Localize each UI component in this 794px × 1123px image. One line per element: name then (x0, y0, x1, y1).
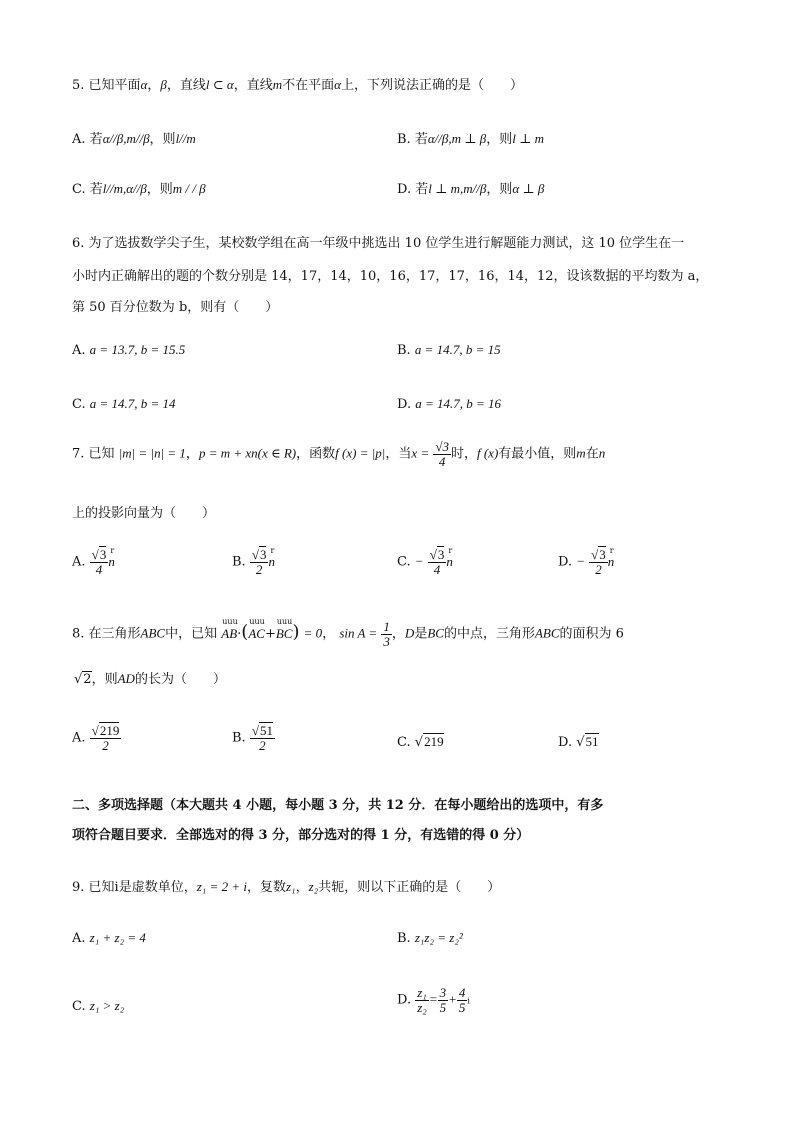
q7-option-b[interactable] (232, 545, 275, 577)
option-var: n (108, 553, 115, 569)
q8-line2 (74, 668, 226, 687)
q9-z1: z₁ (286, 879, 296, 894)
frac-num: z₁ (417, 985, 427, 1000)
option-tail: i (467, 996, 470, 1006)
frac-num: 1 (383, 619, 390, 634)
q7-fx: f (x) (476, 445, 499, 461)
q8-bc: BC (427, 625, 444, 641)
option-key: D. (558, 735, 573, 750)
option-fraction (90, 724, 122, 752)
option-key: A. (72, 343, 86, 358)
q8-dot: · (237, 626, 242, 642)
q8-two: 2 (83, 672, 92, 687)
q9-stem (72, 876, 500, 895)
frac-num: 3 (99, 547, 107, 562)
q7-line2: 上的投影向量为（ ） (72, 506, 216, 521)
q7-option-d[interactable] (558, 545, 615, 577)
q8-vector-bc (275, 616, 293, 642)
frac-num: 3 (437, 547, 445, 562)
frac-den: 2 (255, 561, 263, 577)
option-mid: ，则 (486, 132, 513, 147)
q8-mid2: ， (391, 626, 405, 642)
option-math: α//β,m ⊥ β (427, 131, 487, 146)
option-result: m / / β (172, 181, 206, 196)
option-key: A. (72, 554, 86, 570)
option-key: C. (397, 554, 411, 570)
frac-den: 5 (458, 999, 466, 1015)
q9-mid3: 共轭，则以下正确的是（ ） (318, 880, 501, 895)
q5-stem-e: 上，下列说法正确的是（ ） (340, 78, 523, 93)
option-value: 51 (585, 734, 599, 749)
q6-line2: 小时内正确解出的题的个数分别是 14，17，14，10，16，17，17，16，14，12，设该数据的平均数为 a， (72, 269, 709, 284)
option-math: l ⊥ m,m//β (428, 181, 487, 196)
radical-icon: √ (251, 547, 259, 562)
option-fraction-1 (438, 986, 449, 1014)
frac-den: 4 (433, 561, 441, 577)
option-math: z₁z₂ = z₂² (414, 930, 463, 945)
frac-den: 3 (383, 633, 390, 649)
q5-sep: ， (147, 78, 161, 93)
option-pre: 若 (414, 132, 428, 147)
vector-arrow-icon: r (270, 545, 275, 555)
option-key: B. (397, 931, 411, 946)
option-sign: − (576, 553, 586, 569)
option-fraction (90, 548, 109, 576)
option-math: a = 13.7, b = 15.5 (89, 342, 186, 357)
frac-num: 3 (439, 985, 447, 1000)
q9-option-b[interactable] (397, 930, 463, 946)
q8-sin: sin A = (339, 625, 378, 641)
vector-n (607, 545, 615, 570)
option-key: C. (72, 397, 86, 412)
option-key: B. (397, 132, 411, 147)
q5-stem (72, 74, 523, 93)
q5-beta: β (160, 77, 167, 92)
frac-den: 5 (439, 999, 447, 1015)
q8-mid7: 的长为（ ） (134, 672, 226, 687)
section2-line1: 二、多项选择题（本大题共 4 小题，每小题 3 分，共 12 分．在每小题给出的选项中，有多 (72, 798, 604, 813)
q7-mid1: ，函数 (296, 446, 336, 462)
q5-option-b[interactable] (397, 128, 544, 147)
radical-icon: √ (414, 735, 424, 750)
q7-mid5: 在 (585, 446, 599, 462)
q5-alpha2: α (334, 77, 341, 92)
q8-ab: AB (221, 625, 238, 641)
q5-option-d[interactable] (397, 178, 544, 197)
q6-option-d[interactable] (397, 396, 501, 412)
option-plus: + (448, 991, 457, 1007)
q7-m: m (576, 445, 586, 461)
option-math: a = 14.7, b = 15 (414, 342, 501, 357)
q9-i: i (114, 880, 119, 895)
q7-func: f (x) = |p| (335, 445, 386, 461)
q7-n: n (598, 445, 606, 461)
vector-arrow-icon: uuu (276, 616, 293, 626)
vector-arrow-icon: r (448, 545, 453, 555)
q6-line1: 6. 为了选拔数学尖子生，某校数学组在高一年级中挑选出 10 位学生进行解题能力测试，这 10 位学生在一 (72, 236, 685, 251)
option-fraction (250, 724, 275, 752)
q7-mid2: ，当 (385, 446, 412, 462)
option-key: B. (232, 554, 246, 570)
option-var: n (446, 553, 453, 569)
option-mid: ，则 (149, 132, 176, 147)
option-key: D. (397, 182, 412, 197)
q9-pre: 9. 已知 (72, 880, 115, 895)
q7-pre: 7. 已知 (72, 446, 115, 462)
q9-z2: z₂ (308, 879, 319, 894)
vector-n (268, 545, 275, 570)
vector-arrow-icon: uuu (222, 616, 238, 626)
radical-icon: √ (91, 723, 99, 738)
option-pre: 若 (415, 182, 429, 197)
vector-arrow-icon: r (609, 545, 614, 555)
q8-abc2: ABC (534, 625, 560, 641)
q8-mid3: 是 (414, 626, 428, 642)
q8-ad: AD (117, 671, 135, 686)
q8-vector-ac (248, 616, 265, 642)
q8-vector-ab (221, 616, 238, 642)
q8-abc: ABC (140, 625, 166, 641)
frac-den: z₂ (417, 999, 427, 1015)
option-key: A. (72, 931, 86, 946)
option-key: A. (72, 132, 86, 147)
q7-fraction (433, 440, 451, 468)
option-key: D. (558, 554, 573, 570)
q9-sep: ， (295, 880, 309, 895)
option-key: C. (72, 999, 86, 1014)
q5-m: m (272, 77, 283, 92)
option-fraction (428, 548, 447, 576)
section2-line2: 项符合题目要求．全部选对的得 3 分，部分选对的得 1 分，有选错的得 0 分） (72, 828, 530, 843)
option-mid: ，则 (146, 182, 173, 197)
option-fraction (589, 548, 608, 576)
q6-option-a[interactable] (72, 342, 185, 358)
option-math: z₁ + z₂ = 4 (89, 930, 146, 945)
frac-den: 2 (595, 561, 602, 577)
option-key: D. (397, 992, 412, 1008)
option-math: z₁ > z₂ (89, 998, 125, 1013)
option-pre: 若 (89, 182, 103, 197)
option-key: C. (397, 735, 411, 750)
q5-stem-c: ，直线 (233, 78, 273, 93)
option-math: l//m,α//β (102, 181, 147, 196)
q8-stem: 8. 在三角形ABC中，已知 uuu AB·( uuu AC+ uuu BC) = 0， sin A = $\frac{1}{3}$ ，D是BC的中点，三角形ABC的面积为 6 (72, 616, 624, 649)
q7-frac-num: √3 (435, 439, 449, 454)
q9-mid1: 是虚数单位， (118, 880, 197, 895)
option-math: α//β,m//β (102, 131, 150, 146)
q8-option-b[interactable] (232, 724, 275, 752)
option-mid: ，则 (486, 182, 513, 197)
q8-option-d[interactable] (558, 734, 599, 750)
q9-z1eq: z₁ = 2 + i (196, 879, 247, 894)
radical-icon: √ (591, 547, 599, 562)
vector-n (446, 545, 453, 570)
q8-pre: 8. 在三角形 (72, 626, 141, 642)
option-sign: − (414, 553, 424, 569)
q6-option-c[interactable] (72, 396, 176, 412)
vector-n (108, 545, 115, 570)
frac-num: 4 (458, 985, 466, 1000)
option-key: C. (72, 182, 86, 197)
option-result: l//m (175, 131, 196, 146)
option-result: l ⊥ m (512, 131, 544, 146)
q8-eq0: = 0 (303, 625, 323, 641)
option-value: 219 (424, 734, 444, 749)
radical-icon: √ (429, 547, 437, 562)
frac-num: 3 (599, 547, 606, 562)
radical-icon: √ (251, 723, 259, 738)
option-var: n (268, 553, 275, 569)
q7-sep: ， (185, 446, 199, 462)
q5-stem-b: ，直线 (166, 78, 206, 93)
q7-frac-den: 4 (438, 453, 446, 469)
q7-stem (72, 440, 605, 468)
q5-option-a[interactable] (72, 128, 196, 147)
q9-option-c[interactable] (72, 998, 124, 1014)
option-pre: 若 (89, 132, 103, 147)
q7-option-c[interactable] (397, 545, 453, 577)
option-key: A. (72, 730, 86, 746)
option-math: a = 14.7, b = 14 (89, 396, 176, 411)
radical-icon: √ (74, 672, 83, 687)
q9-mid2: ，复数 (246, 880, 286, 895)
option-key: D. (397, 397, 412, 412)
q5-stem-d: 不在平面 (282, 78, 335, 93)
q8-mid1: 中，已知 (165, 626, 218, 642)
vector-arrow-icon: r (110, 545, 115, 555)
q9-option-a[interactable] (72, 930, 146, 946)
q6-option-b[interactable] (397, 342, 501, 358)
q8-mid6: ，则 (91, 672, 118, 687)
radical-icon: √ (91, 547, 99, 562)
frac-num: 51 (259, 723, 273, 738)
q9-option-d[interactable] (397, 986, 470, 1014)
radical-icon: √ (576, 735, 585, 750)
q5-stem-a: 5. 已知平面 (72, 78, 141, 93)
q6-line3: 第 50 百分位数为 b，则有（ ） (72, 300, 279, 315)
q7-cond2: p = m + xn(x ∈ R) (198, 445, 297, 461)
frac-den: 2 (259, 737, 266, 753)
q7-xeq: x = (411, 445, 430, 461)
vector-arrow-icon: uuu (249, 616, 265, 626)
q7-cond1: |m| = |n| = 1 (118, 445, 186, 461)
q8-option-c[interactable] (397, 734, 444, 750)
option-fraction-left (415, 986, 429, 1014)
q8-option-a[interactable] (72, 724, 121, 752)
q8-sep: ， (322, 626, 336, 642)
frac-den: 4 (95, 561, 103, 577)
q8-mid4: 的中点，三角形 (443, 626, 535, 642)
q8-plus: + (264, 626, 276, 642)
q5-cond1: l ⊂ α (205, 77, 234, 92)
option-result: α ⊥ β (512, 181, 545, 196)
option-fraction-2 (457, 986, 468, 1014)
option-fraction (250, 548, 269, 576)
option-var: n (607, 553, 615, 569)
q7-mid3: 时， (450, 446, 477, 462)
q8-mid5: 的面积为 6 (559, 626, 624, 642)
q8-d: D (404, 625, 415, 641)
frac-den: 2 (102, 737, 109, 753)
frac-num: 3 (259, 547, 267, 562)
option-math: a = 14.7, b = 16 (415, 396, 502, 411)
frac-num: 219 (99, 723, 120, 738)
q5-alpha: α (140, 77, 148, 92)
q7-option-a[interactable] (72, 545, 115, 577)
option-key: B. (397, 343, 411, 358)
q7-mid4: 有最小值，则 (498, 446, 577, 462)
q8-bc-vec: BC (275, 625, 293, 641)
option-key: B. (232, 730, 246, 746)
option-eq: = (428, 991, 438, 1007)
q8-ac: AC (248, 625, 265, 641)
q5-option-c[interactable] (72, 178, 206, 197)
q8-sin-fraction (381, 620, 392, 648)
